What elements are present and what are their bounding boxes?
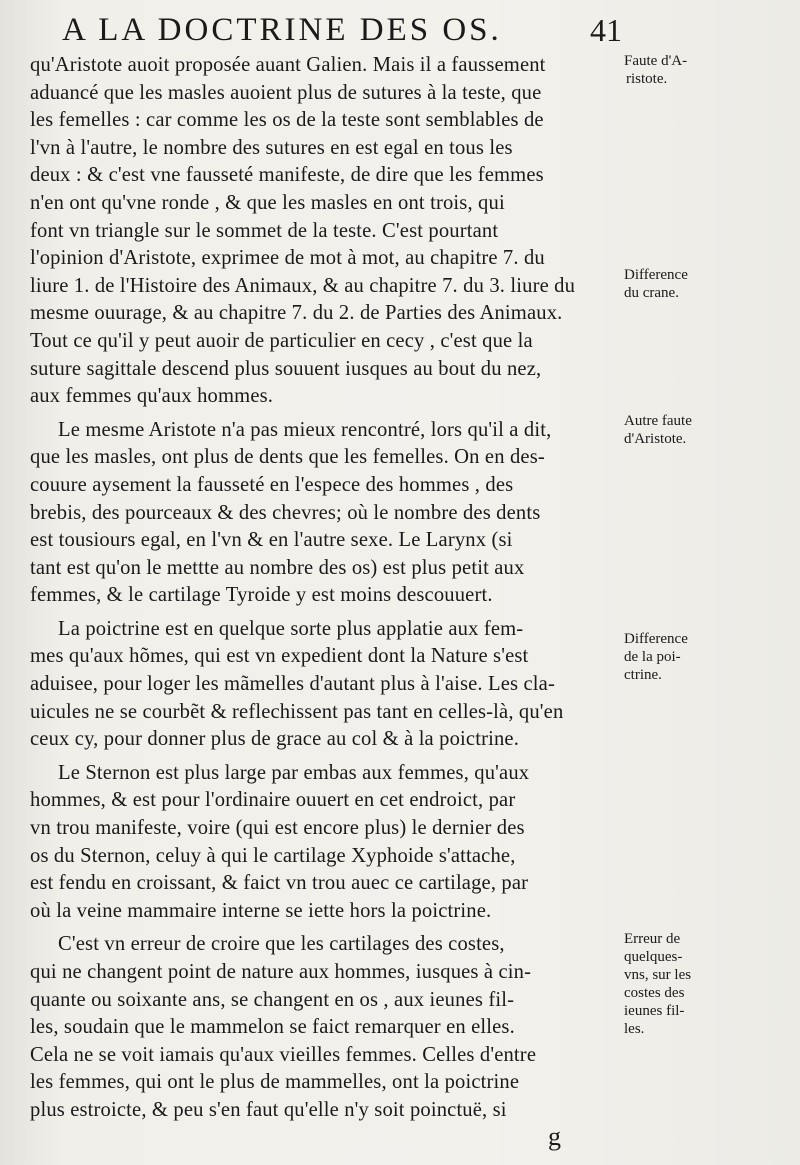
margin-note-faute-aristote xyxy=(624,52,687,88)
text-line: vn trou manifeste, voire (qui est encore plus) le dernier des xyxy=(30,817,525,840)
text-line: Cela ne se voit iamais qu'aux vieilles femmes. Celles d'entre xyxy=(30,1043,537,1066)
text-line: aduancé que les masles auoient plus de sutures à la teste, que xyxy=(30,81,542,104)
note-line: de la poi- xyxy=(624,649,681,665)
text-line: deux : & c'est vne fausseté manifeste, de dire que les femmes xyxy=(30,164,544,187)
text-line: C'est vn erreur de croire que les cartilages des costes, xyxy=(58,933,505,956)
text-line: où la veine mammaire interne se iette hors la poictrine. xyxy=(30,899,492,922)
note-line: Autre faute xyxy=(624,413,692,429)
text-line: l'opinion d'Aristote, exprimee de mot à mot, au chapitre 7. du xyxy=(30,247,545,270)
text-line: les, soudain que le mammelon se faict remarquer en elles. xyxy=(30,1016,515,1039)
margin-note-difference-crane xyxy=(624,266,688,302)
margin-notes xyxy=(624,0,796,1165)
text-line: suture sagittale descend plus souuent iusques au bout du nez, xyxy=(30,357,542,380)
text-line: tant est qu'on le mettte au nombre des os) est plus petit aux xyxy=(30,556,525,579)
note-line: ieunes fil- xyxy=(624,1003,685,1019)
running-title: A LA DOCTRINE DES OS. xyxy=(62,12,502,48)
text-line: aduisee, pour loger les mãmelles d'autant plus à l'aise. Les cla- xyxy=(30,673,555,696)
note-line: Faute d'A- xyxy=(624,53,688,69)
note-line: quelques- xyxy=(624,949,683,965)
text-line: est fendu en croissant, & faict vn trou auec ce cartilage, par xyxy=(30,872,529,895)
note-line: les. xyxy=(624,1021,645,1037)
text-line: La poictrine est en quelque sorte plus applatie aux fem- xyxy=(58,617,524,640)
body-text xyxy=(30,52,622,1125)
text-line: Tout ce qu'il y peut auoir de particulier en cecy , c'est que la xyxy=(30,329,533,352)
margin-note-erreur-costes xyxy=(624,930,691,1038)
text-line: ceux cy, pour donner plus de grace au col & à la poictrine. xyxy=(30,728,519,751)
note-line: Difference xyxy=(624,631,688,647)
note-line: du crane. xyxy=(624,285,679,301)
text-line: les femelles : car comme les os de la teste sont semblables de xyxy=(30,109,544,132)
margin-note-autre-faute xyxy=(624,412,692,448)
signature-mark: g xyxy=(548,1122,561,1151)
text-line: n'en ont qu'vne ronde , & que les masles en ont trois, qui xyxy=(30,191,505,214)
text-line: que les masles, ont plus de dents que les femelles. On en des- xyxy=(30,446,545,469)
text-line: font vn triangle sur le sommet de la teste. C'est pourtant xyxy=(30,219,499,242)
text-line: os du Sternon, celuy à qui le cartilage Xyphoide s'attache, xyxy=(30,844,516,867)
text-line: uicules ne se courbẽt & reflechissent pas tant en celles-là, qu'en xyxy=(30,700,564,723)
margin-note-difference-poictrine xyxy=(624,630,688,684)
text-line: mesme ouurage, & au chapitre 7. du 2. de Parties des Animaux. xyxy=(30,302,563,325)
text-line: Le Sternon est plus large par embas aux femmes, qu'aux xyxy=(58,761,530,784)
note-line: costes des xyxy=(624,985,685,1001)
text-line: l'vn à l'autre, le nombre des sutures en est egal en tous les xyxy=(30,136,513,159)
page-number: 41 xyxy=(590,12,622,48)
note-line: ristote. xyxy=(626,71,668,87)
text-line: couure aysement la fausseté en l'espece des hommes , des xyxy=(30,473,514,496)
text-line: liure 1. de l'Histoire des Animaux, & au chapitre 7. du 3. liure du xyxy=(30,274,576,297)
text-line: hommes, & est pour l'ordinaire ouuert en cet endroict, par xyxy=(30,789,516,812)
text-line: femmes, & le cartilage Tyroide y est moins descouuert. xyxy=(30,584,493,607)
text-line: mes qu'aux hõmes, qui est vn expedient dont la Nature s'est xyxy=(30,645,529,668)
text-line: aux femmes qu'aux hommes. xyxy=(30,385,274,408)
text-line: plus estroicte, & peu s'en faut qu'elle n'y soit poinctuë, si xyxy=(30,1098,507,1121)
note-line: vns, sur les xyxy=(624,967,692,983)
text-line: est tousiours egal, en l'vn & en l'autre sexe. Le Larynx (si xyxy=(30,529,513,552)
text-line: quante ou soixante ans, se changent en os , aux ieunes fil- xyxy=(30,988,515,1011)
text-line: qui ne changent point de nature aux hommes, iusques à cin- xyxy=(30,961,532,983)
note-line: d'Aristote. xyxy=(624,431,687,447)
note-line: Erreur de xyxy=(624,931,681,947)
note-line: ctrine. xyxy=(624,667,662,683)
text-line: brebis, des pourceaux & des chevres; où le nombre des dents xyxy=(30,501,541,524)
text-line: les femmes, qui ont le plus de mammelles, ont la poictrine xyxy=(30,1071,520,1094)
note-line: Difference xyxy=(624,267,688,283)
text-line: qu'Aristote auoit proposée auant Galien. Mais il a faussement xyxy=(30,54,546,76)
text-line: Le mesme Aristote n'a pas mieux rencontré, lors qu'il a dit, xyxy=(58,418,552,441)
